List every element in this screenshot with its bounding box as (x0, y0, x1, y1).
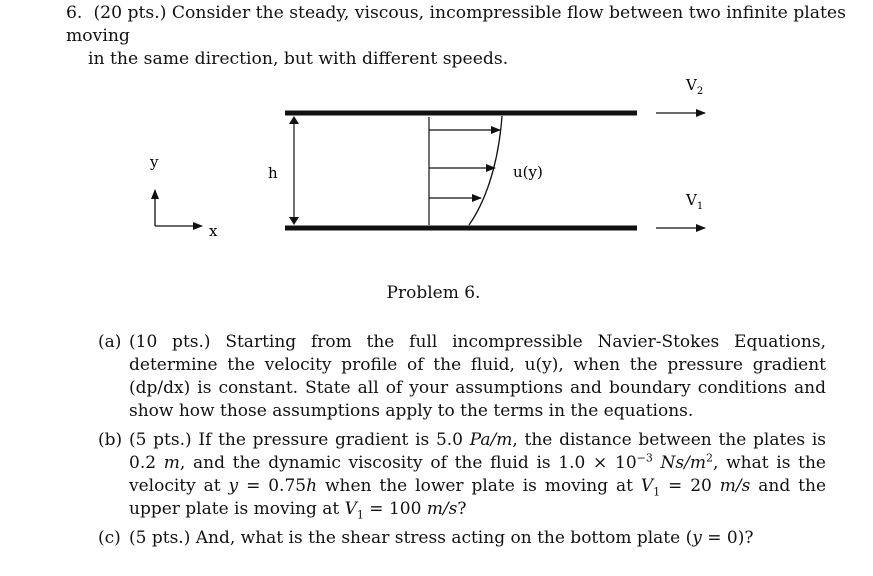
part-c-label: (c) (98, 528, 121, 548)
part-b-label: (b) (98, 430, 123, 450)
figure-caption: Problem 6. (386, 283, 481, 303)
problem-number: 6. (66, 3, 83, 23)
statement-line-1: Consider the steady, viscous, incompressible flow between two infinite plates moving (66, 3, 846, 46)
label-x: x (209, 222, 218, 240)
statement-line-2: in the same direction, but with different speeds. (88, 49, 509, 69)
part-b (98, 429, 826, 521)
part-c-text: (5 pts.) And, what is the shear stress acting on the bottom plate (y = 0)? (129, 528, 754, 548)
label-y: y (150, 153, 159, 171)
problem-points: (20 pts.) (93, 3, 167, 23)
part-a (98, 331, 826, 423)
sub-questions (98, 331, 826, 550)
label-v2: $V_2$ (686, 76, 704, 97)
part-b-text: (5 pts.) If the pressure gradient is 5.0 Pa/m, the distance between the plates is 0.2 m, and the dynamic viscosity of the fluid is $1.0 \times 10^{-3}$ $Ns/m^2$, what is the velocity at y = 0.75h when the lower plate is moving at $V_1 = 20$ m/s and the upper plate is moving at $V_1 = 100$ m/s? (129, 430, 827, 522)
label-v1: $V_1$ (686, 191, 704, 212)
part-a-text: (10 pts.) Starting from the full incompressible Navier-Stokes Equations, determine the velocity profile of the fluid, u(y), when the pressure gradient (dp/dx) is constant. State all of your assumptions and boundary conditions and show how those assumptions apply to the terms in the equations. (129, 332, 826, 421)
label-u-of-y: u(y) (513, 163, 543, 181)
part-c (98, 527, 826, 550)
height-arrow-bottom-head (289, 217, 299, 225)
couette-flow-figure (0, 60, 873, 270)
part-a-label: (a) (98, 332, 122, 352)
height-arrow-top-head (289, 116, 299, 124)
label-h: h (268, 164, 278, 182)
velocity-profile-curve (469, 116, 502, 225)
